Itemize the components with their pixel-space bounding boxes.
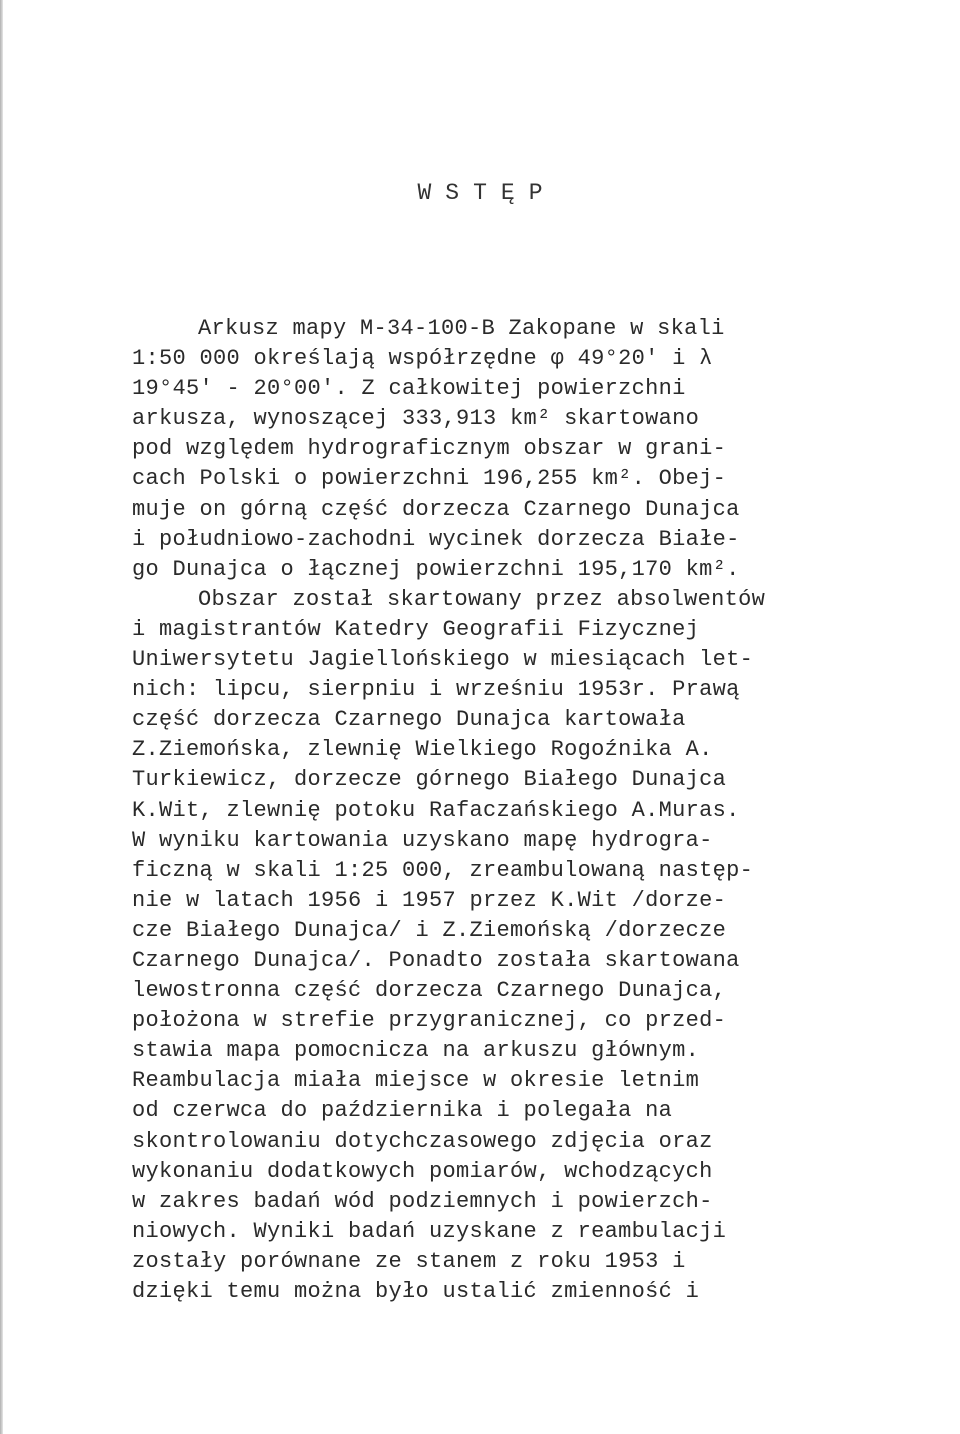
text-line: Uniwersytetu Jagiellońskiego w miesiącach let- [132,647,754,673]
text-line: cze Białego Dunajca/ i Z.Ziemońską /dorzecze [132,917,727,943]
text-line: wykonaniu dodatkowych pomiarów, wchodzących [132,1158,713,1184]
text-line: od czerwca do października i polegała na [132,1098,673,1124]
text-line: W wyniku kartowania uzyskano mapę hydrogra- [132,827,713,853]
text-line: nie w latach 1956 i 1957 przez K.Wit /dorze- [132,887,727,913]
text-line: stawia mapa pomocnicza na arkuszu głównym. [132,1038,700,1064]
text-line: ficzną w skali 1:25 000, zreambulowaną następ- [132,857,754,883]
text-line: część dorzecza Czarnego Dunajca kartowała [132,707,686,733]
text-line: Reambulacja miała miejsce w okresie letnim [132,1068,700,1094]
text-line: w zakres badań wód podziemnych i powierzch- [132,1188,713,1214]
page-title: WSTĘP [417,180,557,206]
text-line: i południowo-zachodni wycinek dorzecza Białe- [132,526,740,552]
text-line: cach Polski o powierzchni 196,255 km². Obej- [132,466,727,492]
text-line: 19°45' - 20°00'. Z całkowitej powierzchni [132,376,686,402]
text-line: nich: lipcu, sierpniu i wrześniu 1953r. Prawą [132,677,740,703]
body-text [132,314,882,1307]
text-line: Obszar został skartowany przez absolwentów [198,586,766,612]
text-line: położona w strefie przygranicznej, co przed- [132,1008,727,1034]
text-line: Czarnego Dunajca/. Ponadto została skartowana [132,947,740,973]
text-line: Z.Ziemońska, zlewnię Wielkiego Rogoźnika A. [132,737,713,763]
text-line: i magistrantów Katedry Geografii Fizycznej [132,616,700,642]
text-line: 1:50 000 określają współrzędne φ 49°20' i λ [132,346,713,372]
text-line: go Dunajca o łącznej powierzchni 195,170 km². [132,556,740,582]
text-line: pod względem hydrograficznym obszar w grani- [132,436,727,462]
text-line: Turkiewicz, dorzecze górnego Białego Dunajca [132,767,727,793]
text-line: dzięki temu można było ustalić zmienność i [132,1279,700,1304]
text-line: muje on górną część dorzecza Czarnego Dunajca [132,496,740,522]
page-edge [0,0,3,1434]
text-line: niowych. Wyniki badań uzyskane z reambulacji [132,1218,727,1244]
text-line: Arkusz mapy M-34-100-B Zakopane w skali [198,316,725,341]
text-line: arkusza, wynoszącej 333,913 km² skartowano [132,406,700,432]
text-line: skontrolowaniu dotychczasowego zdjęcia oraz [132,1128,713,1154]
text-line: zostały porównane ze stanem z roku 1953 i [132,1248,686,1274]
text-line: K.Wit, zlewnię potoku Rafaczańskiego A.Muras. [132,797,740,823]
text-line: lewostronna część dorzecza Czarnego Dunajca, [132,978,727,1004]
